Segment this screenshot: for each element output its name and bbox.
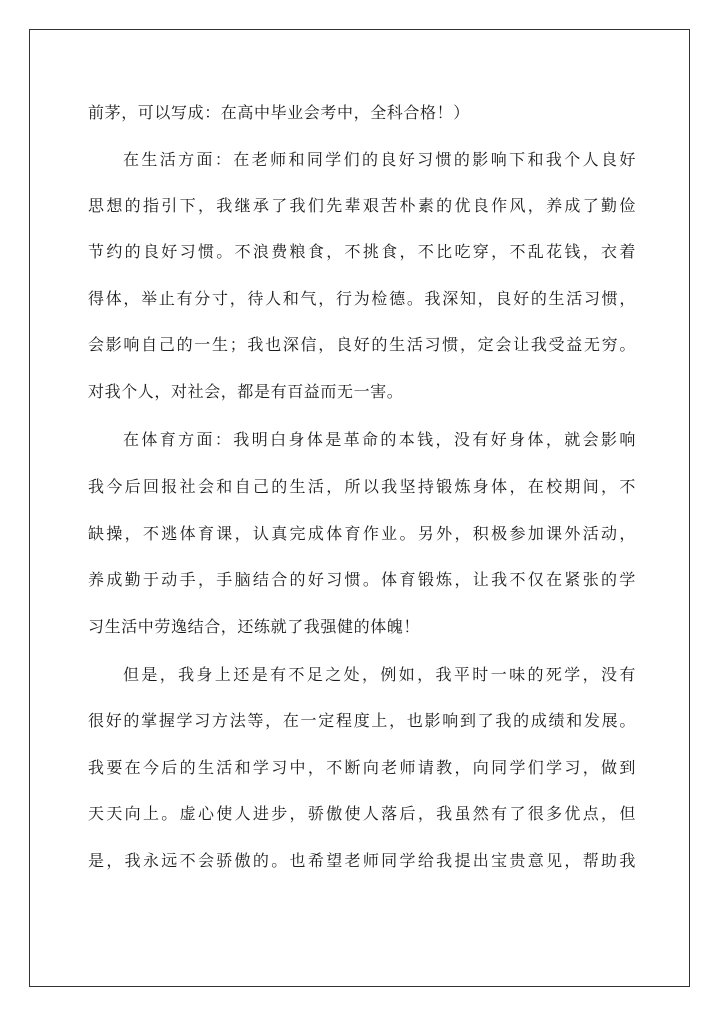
text-line: 很好的掌握学习方法等，在一定程度上，也影响到了我的成绩和发展。	[88, 711, 636, 730]
text-line: 是，我永远不会骄傲的。也希望老师同学给我提出宝贵意见，帮助我	[88, 851, 636, 870]
text-line: 节约的良好习惯。不浪费粮食，不挑食，不比吃穿，不乱花钱，衣着	[88, 242, 636, 261]
text-line: 对我个人，对社会，都是有百益而无一害。	[88, 382, 404, 401]
text-line: 养成勤于动手，手脑结合的好习惯。体育锻炼，让我不仅在紧张的学	[88, 570, 636, 589]
text-line: 缺操，不逃体育课，认真完成体育作业。另外，积极参加课外活动，	[88, 524, 636, 543]
paragraph-first-line: 但是，我身上还是有不足之处，例如，我平时一味的死学，没有	[123, 665, 636, 684]
page-frame	[29, 29, 690, 987]
text-line: 思想的指引下，我继承了我们先辈艰苦朴素的优良作风，养成了勤俭	[88, 196, 636, 215]
text-line: 得体，举止有分寸，待人和气，行为检德。我深知，良好的生活习惯，	[88, 289, 636, 308]
text-line: 习生活中劳逸结合，还练就了我强健的体魄！	[88, 617, 421, 636]
paragraph-first-line: 在生活方面：在老师和同学们的良好习惯的影响下和我个人良好	[123, 150, 636, 169]
text-line: 会影响自己的一生；我也深信，良好的生活习惯，定会让我受益无穷。	[88, 335, 636, 354]
text-line: 我今后回报社会和自己的生活，所以我坚持锻炼身体，在校期间，不	[88, 477, 636, 496]
text-line: 天天向上。虚心使人进步，骄傲使人落后，我虽然有了很多优点，但	[88, 804, 636, 823]
paragraph-first-line: 在体育方面：我明白身体是革命的本钱，没有好身体，就会影响	[123, 430, 636, 449]
text-line: 我要在今后的生活和学习中，不断向老师请教，向同学们学习，做到	[88, 758, 636, 777]
text-line: 前茅，可以写成：在高中毕业会考中，全科合格！）	[88, 103, 470, 122]
